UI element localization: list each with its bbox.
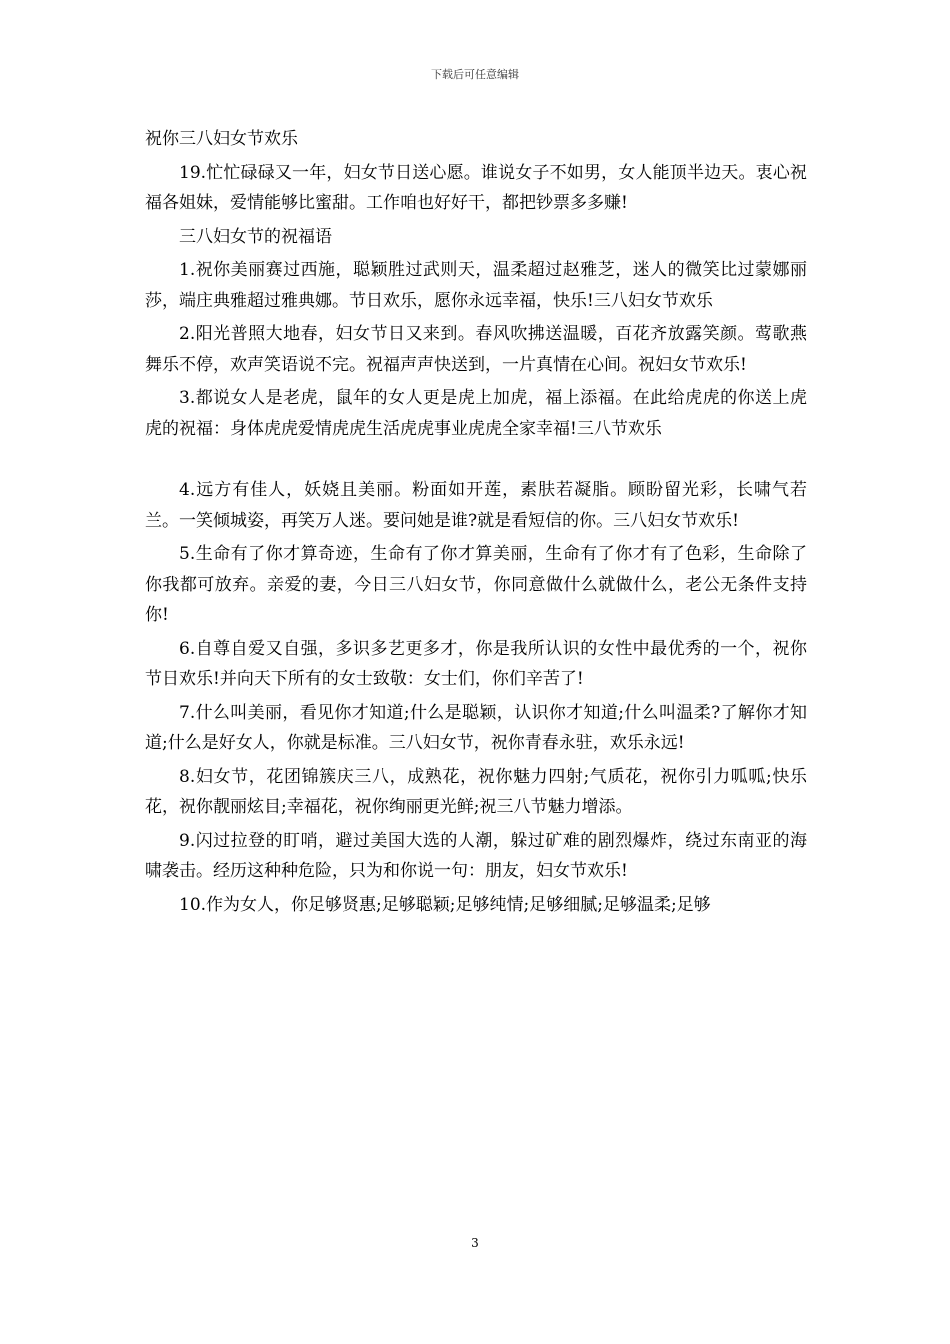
paragraph-5: 5.生命有了你才算奇迹，生命有了你才算美丽，生命有了你才有了色彩，生命除了你我都可放弃。亲爱的妻，今日三八妇女节，你同意做什么就做什么，老公无条件支持你! <box>145 544 807 625</box>
paragraph-9: 9.闪过拉登的盯哨，避过美国大选的人潮，躲过矿难的剧烈爆炸，绕过东南亚的海啸袭击。经历这种种危险，只为和你说一句：朋友，妇女节欢乐! <box>145 830 807 881</box>
paragraph-6: 6.自尊自爱又自强，多识多艺更多才，你是我所认识的女性中最优秀的一个，祝你节日欢乐!并向天下所有的女士致敬：女士们，你们辛苦了! <box>145 638 807 689</box>
paragraph-2: 2.阳光普照大地春，妇女节日又来到。春风吹拂送温暖，百花齐放露笑颜。莺歌燕舞乐不停，欢声笑语说不完。祝福声声快送到，一片真情在心间。祝妇女节欢乐! <box>145 324 807 375</box>
paragraph-10: 10.作为女人，你足够贤惠;足够聪颖;足够纯情;足够细腻;足够温柔;足够 <box>179 894 711 915</box>
paragraph-7: 7.什么叫美丽，看见你才知道;什么是聪颖，认识你才知道;什么叫温柔?了解你才知道;什么是好女人，你就是标准。三八妇女节，祝你青春永驻，欢乐永远! <box>145 702 807 753</box>
paragraph-3: 3.都说女人是老虎，鼠年的女人更是虎上加虎，福上添福。在此给虎虎的你送上虎虎的祝福：身体虎虎爱情虎虎生活虎虎事业虎虎全家幸福!三八节欢乐 <box>145 388 807 439</box>
page-number: 3 <box>471 1236 479 1250</box>
paragraph-1: 1.祝你美丽赛过西施，聪颖胜过武则天，温柔超过赵雅芝，迷人的微笑比过蒙娜丽莎，端庄典雅超过雅典娜。节日欢乐，愿你永远幸福，快乐!三八妇女节欢乐 <box>145 260 807 311</box>
paragraph-continuation: 祝你三八妇女节欢乐 <box>145 129 298 149</box>
paragraph-4: 4.远方有佳人，妖娆且美丽。粉面如开莲，素肤若凝脂。顾盼留光彩，长啸气若兰。一笑倾城姿，再笑万人迷。要问她是谁?就是看短信的你。三八妇女节欢乐! <box>145 480 807 531</box>
document-body <box>145 124 807 923</box>
section-heading: 三八妇女节的祝福语 <box>179 226 332 247</box>
blank-line <box>145 447 807 475</box>
paragraph-8: 8.妇女节，花团锦簇庆三八，成熟花，祝你魅力四射;气质花，祝你引力呱呱;快乐花，祝你靓丽炫目;幸福花，祝你绚丽更光鲜;祝三八节魅力增添。 <box>145 766 807 817</box>
paragraph-19: 19.忙忙碌碌又一年，妇女节日送心愿。谁说女子不如男，女人能顶半边天。衷心祝福各姐妹，爱情能够比蜜甜。工作咱也好好干，都把钞票多多赚! <box>145 162 807 213</box>
page-header: 下载后可任意编辑 <box>431 68 519 81</box>
